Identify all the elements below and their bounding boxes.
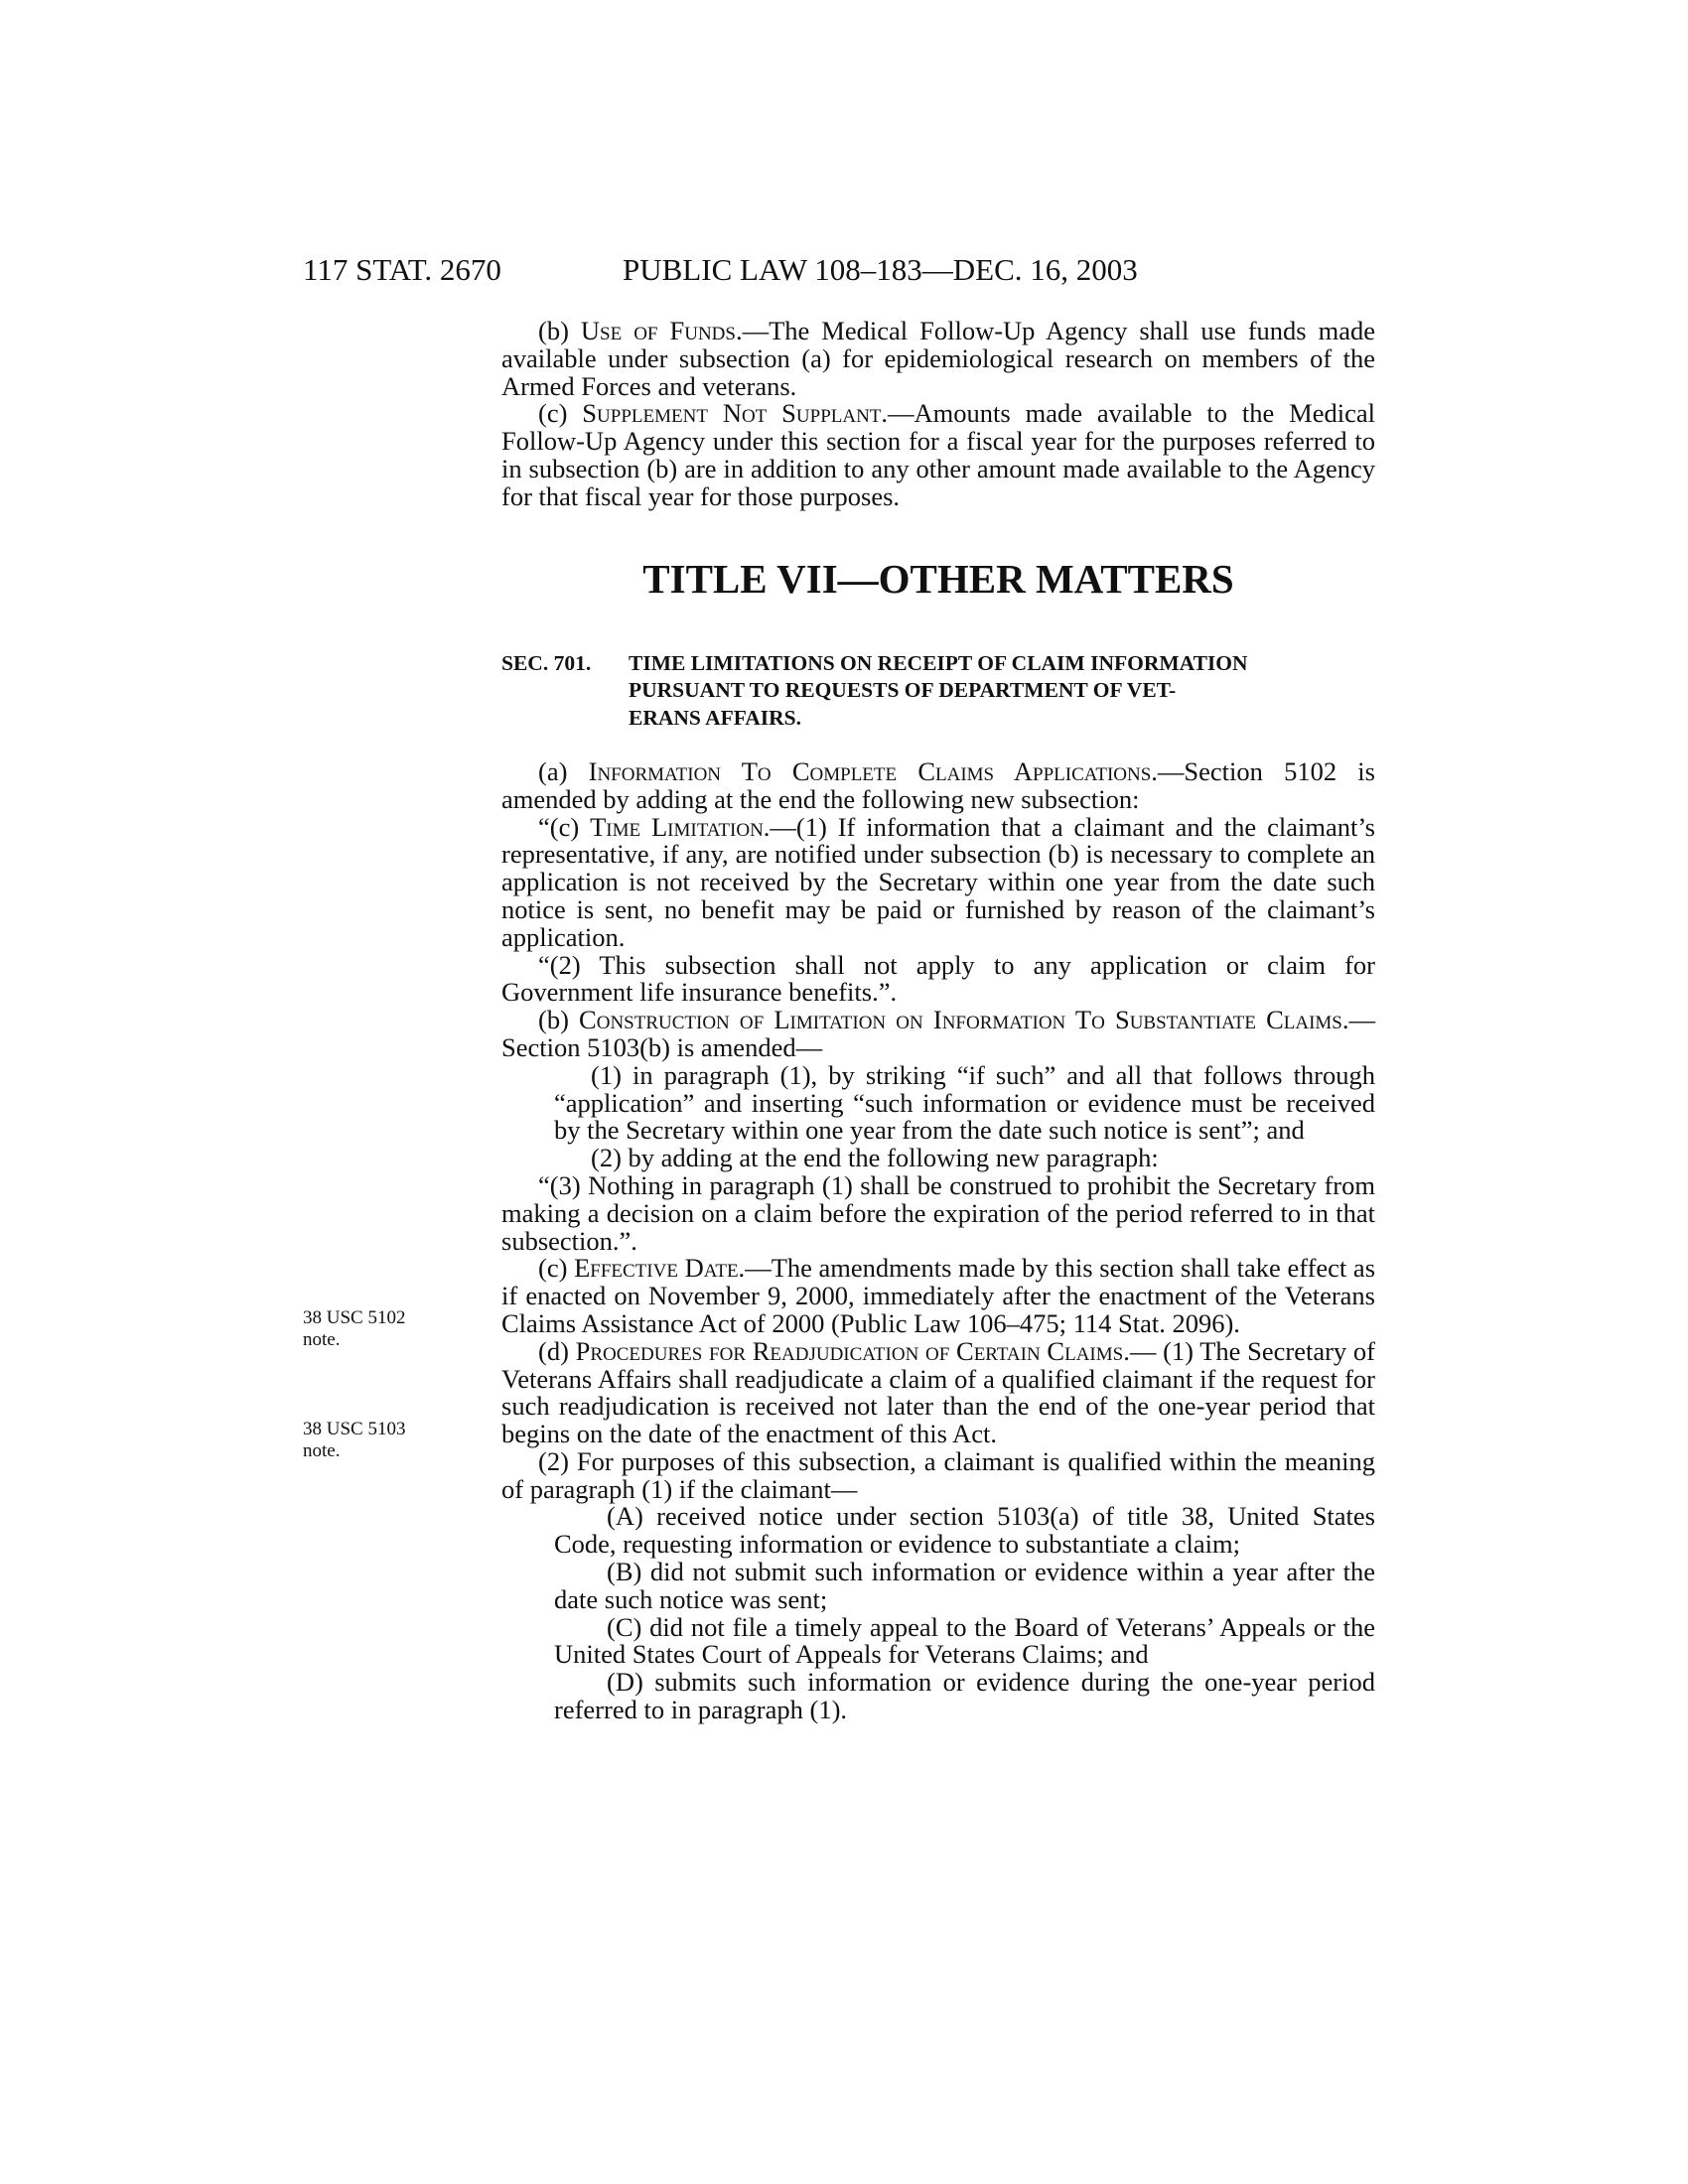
section-label: SEC. 701.: [501, 650, 592, 675]
subparagraph-C: (C) did not file a timely appeal to the Board of Veterans’ Appeals or the United States Court of Appeals for Veterans Claims; and: [554, 1611, 1375, 1670]
margin-note-5103: [303, 1419, 432, 1462]
section-heading-line-3: ERANS AFFAIRS.: [629, 706, 802, 731]
subparagraph-B: (B) did not submit such information or evidence within a year after the date such notice was sent;: [554, 1557, 1375, 1614]
subsection-c-supplement: (c) Supplement Not Supplant.—Amounts made available to the Medical Follow-Up Agency under this section for a fiscal year for the purposes referred to in subsection (b) are in addition to any other amount made available to the Agency for that fiscal year for those purposes.: [501, 398, 1375, 511]
paragraph-d-2: (2) For purposes of this subsection, a claimant is qualified within the meaning of paragraph (1) if the claimant—: [501, 1445, 1375, 1504]
page-header: [303, 250, 1395, 290]
section-heading-line-2: PURSUANT TO REQUESTS OF DEPARTMENT OF VET-: [629, 678, 1177, 703]
subparagraph-A: (A) received notice under section 5103(a) of title 38, United States Code, requesting information or evidence to substantiate a claim;: [554, 1501, 1375, 1560]
quoted-subsection-c: “(c) Time Limitation.—(1) If information that a claimant and the claimant’s representative, if any, are notified under subsection (b) is necessary to complete an application is not received by the Secretary within one year from the date such notice is sent, no benefit may be paid or furnished by reason of the claimant’s application.: [501, 811, 1375, 952]
subsection-a: (a) Information To Complete Claims Applications.—Section 5102 is amended by adding at the end the following new subsection:: [501, 755, 1375, 814]
title-heading: TITLE VII—OTHER MATTERS: [642, 555, 1234, 602]
section-heading-line-1: TIME LIMITATIONS ON RECEIPT OF CLAIM INFORMATION: [629, 650, 1248, 675]
subsection-heading: Information To Complete Claims Applications.: [588, 755, 1158, 786]
subsection-d: (d) Procedures for Readjudication of Certain Claims.— (1) The Secretary of Veterans Affairs shall readjudicate a claim of a qualified claimant if the request for such readjudication is received not later than the end of the one-year period that begins on the date of the enactment of this Act.: [501, 1335, 1375, 1449]
subsection-b: (b) Construction of Limitation on Information To Substantiate Claims.—Section 5103(b) is amended—: [501, 1005, 1376, 1062]
paragraph-b-1: (1) in paragraph (1), by striking “if such” and all that follows through “application” and inserting “such information or evidence must be received by the Secretary within one year from the date such notice is sent”; and: [554, 1059, 1375, 1146]
subsection-heading: Procedures for Readjudication of Certain Claims.: [575, 1335, 1130, 1366]
margin-note-suffix: note.: [303, 1440, 341, 1461]
subsection-heading: Construction of Limitation on Information To Substantiate Claims.: [579, 1005, 1349, 1035]
document-body: [501, 318, 1375, 1724]
subsection-c-effective-date: (c) Effective Date.—The amendments made by this section shall take effect as if enacted on November 9, 2000, immediately after the enactment of the Veterans Claims Assistance Act of 2000 (Public Law 106–475; 114 Stat. 2096).: [501, 1253, 1376, 1338]
subsection-heading: Supplement Not Supplant.: [582, 398, 889, 429]
section-701-heading: [501, 650, 1375, 733]
margin-note-5102: [303, 1307, 432, 1351]
quoted-paragraph-2: “(2) This subsection shall not apply to any application or claim for Government life insurance benefits.”.: [501, 949, 1375, 1008]
stat-page-number: 117 STAT. 2670: [303, 252, 501, 287]
margin-note-suffix: note.: [303, 1329, 341, 1350]
quoted-paragraph-3: “(3) Nothing in paragraph (1) shall be construed to prohibit the Secretary from making a decision on a claim before the expiration of the period referred to in that subsection.”.: [501, 1169, 1375, 1256]
paragraph-b-2: (2) by adding at the end the following new paragraph:: [591, 1143, 1159, 1173]
subsection-heading: Effective Date.: [574, 1253, 746, 1284]
margin-note-citation: 38 USC 5103: [303, 1419, 406, 1439]
subparagraph-D: (D) submits such information or evidence during the one-year period referred to in paragraph (1).: [554, 1667, 1375, 1725]
subsection-heading: Time Limitation.: [590, 811, 771, 842]
subsection-heading: Use of Funds.: [580, 316, 743, 345]
margin-note-citation: 38 USC 5102: [303, 1307, 406, 1328]
subsection-b-use-of-funds: (b) Use of Funds.—The Medical Follow-Up Agency shall use funds made available under subsection (a) for epidemiological research on members of the Armed Forces and veterans.: [501, 316, 1375, 401]
running-head: PUBLIC LAW 108–183—DEC. 16, 2003: [623, 252, 1138, 287]
